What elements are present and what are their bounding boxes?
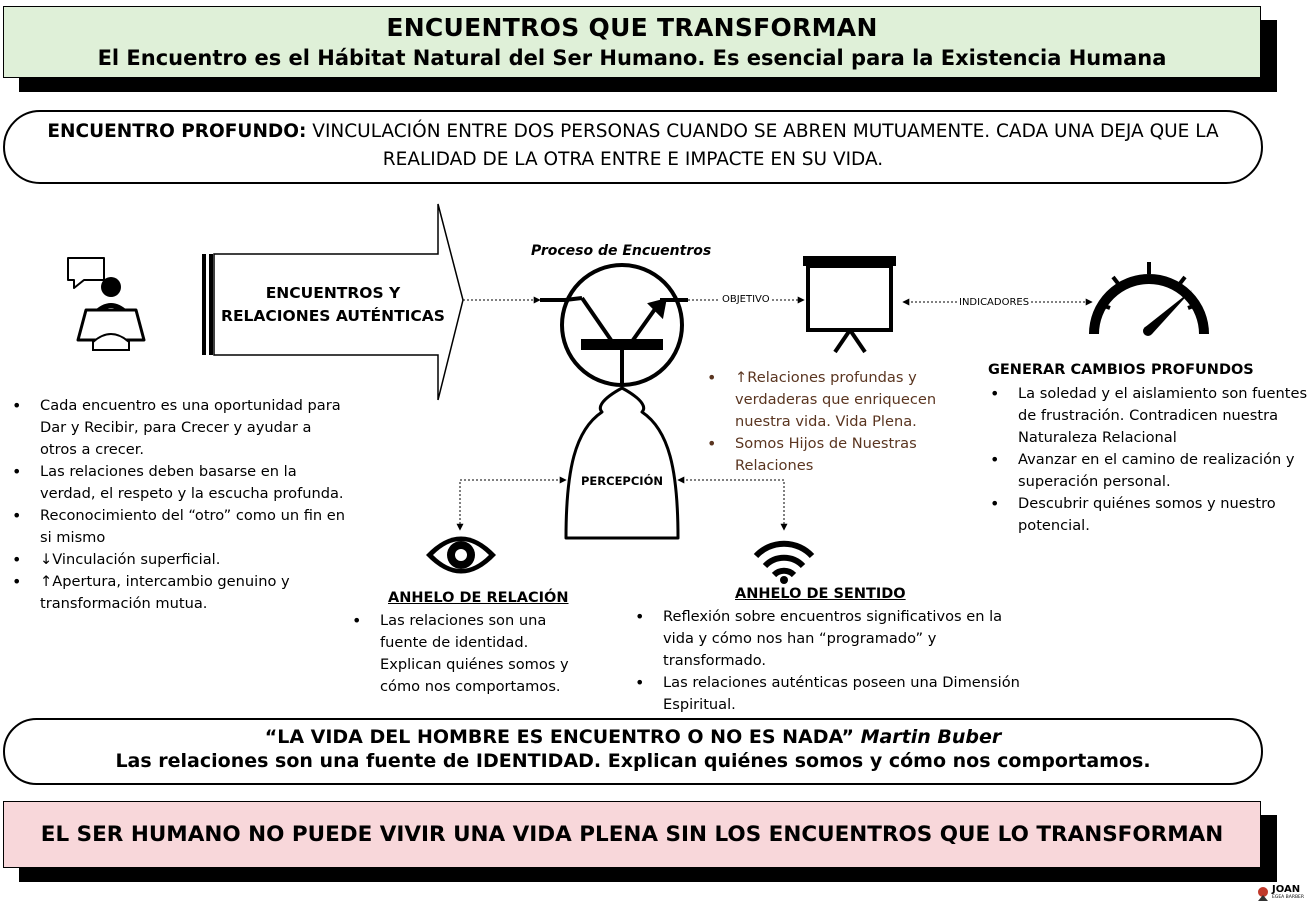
list-item: • Reconocimiento del “otro” como un fin en si mismo	[40, 505, 345, 549]
objetivo-label: OBJETIVO	[722, 294, 770, 305]
list-item: • Descubrir quiénes somos y nuestro potencial.	[1018, 493, 1314, 537]
title-banner	[3, 6, 1261, 78]
quote-line	[5, 726, 1261, 748]
process-label: Proceso de Encuentros	[531, 243, 712, 259]
eye-icon	[426, 537, 496, 574]
big-arrow-label: ENCUENTROS Y RELACIONES AUTÉNTICAS	[221, 284, 445, 325]
quote-box	[3, 718, 1263, 785]
list-item: • Somos Hijos de Nuestras Relaciones	[735, 433, 975, 477]
person-speaking-icon	[68, 258, 144, 350]
list-item: • Las relaciones deben basarse en la verdad, el respeto y la escucha profunda.	[40, 461, 345, 505]
list-item: • ↑Apertura, intercambio genuino y transformación mutua.	[40, 571, 345, 615]
logo-text: JOAN	[1272, 884, 1301, 895]
changes-heading: GENERAR CAMBIOS PROFUNDOS	[988, 362, 1254, 378]
list-item: • ↓Vinculación superficial.	[40, 549, 345, 571]
quote-author: Martin Buber	[860, 726, 1002, 748]
list-item: • Reflexión sobre encuentros significativos en la vida y cómo nos han “programado” y transformado.	[663, 606, 1033, 672]
list-item: • ↑Relaciones profundas y verdaderas que enriquecen nuestra vida. Vida Plena.	[735, 367, 975, 433]
list-item: • Las relaciones son una fuente de identidad. Explican quiénes somos y cómo nos comportamos.	[380, 610, 585, 698]
meaning-heading: ANHELO DE SENTIDO	[735, 586, 906, 602]
definition-term: ENCUENTRO PROFUNDO:	[47, 121, 307, 142]
relation-list	[344, 610, 585, 698]
quote-subline: Las relaciones son una fuente de IDENTIDAD. Explican quiénes somos y cómo nos comportamos.	[115, 750, 1151, 772]
transistor-icon	[540, 265, 688, 385]
quote-text: “LA VIDA DEL HOMBRE ES ENCUENTRO O NO ES NADA”	[264, 726, 854, 748]
logo	[1256, 884, 1312, 904]
wifi-icon	[756, 544, 812, 584]
relation-heading: ANHELO DE RELACIÓN	[388, 590, 569, 606]
definition-body: VINCULACIÓN ENTRE DOS PERSONAS CUANDO SE ABREN MUTUAMENTE. CADA UNA DEJA QUE LA REALIDAD DE LA OTRA ENTRE E IMPACTE EN SU VIDA.	[306, 121, 1219, 170]
definition-box	[3, 110, 1263, 184]
footer-banner: EL SER HUMANO NO PUEDE VIVIR UNA VIDA PLENA SIN LOS ENCUENTROS QUE LO TRANSFORMAN	[3, 801, 1261, 868]
gauge-icon	[1094, 262, 1204, 336]
left-list	[4, 395, 345, 615]
page-title: ENCUENTROS QUE TRANSFORMAN	[386, 13, 878, 42]
list-item: • Cada encuentro es una oportunidad para Dar y Recibir, para Crecer y ayudar a otros a crecer.	[40, 395, 345, 461]
list-item: • Las relaciones auténticas poseen una Dimensión Espiritual.	[663, 672, 1033, 716]
logo-mark-icon	[1256, 886, 1270, 902]
list-item: • La soledad y el aislamiento son fuentes de frustración. Contradicen nuestra Naturaleza Relacional	[1018, 383, 1314, 449]
logo-subtext: EGEA BARBER	[1272, 895, 1305, 900]
definition-text	[5, 112, 1261, 174]
indicadores-label: INDICADORES	[959, 297, 1030, 308]
page-subtitle: El Encuentro es el Hábitat Natural del Ser Humano. Es esencial para la Existencia Humana	[97, 46, 1167, 70]
projector-screen-icon	[803, 256, 896, 352]
perception-label: PERCEPCIÓN	[581, 474, 663, 488]
objective-list	[699, 367, 975, 477]
meaning-list	[627, 606, 1033, 716]
perception-shape	[566, 388, 678, 538]
changes-list	[982, 383, 1314, 537]
list-item: • Avanzar en el camino de realización y superación personal.	[1018, 449, 1314, 493]
